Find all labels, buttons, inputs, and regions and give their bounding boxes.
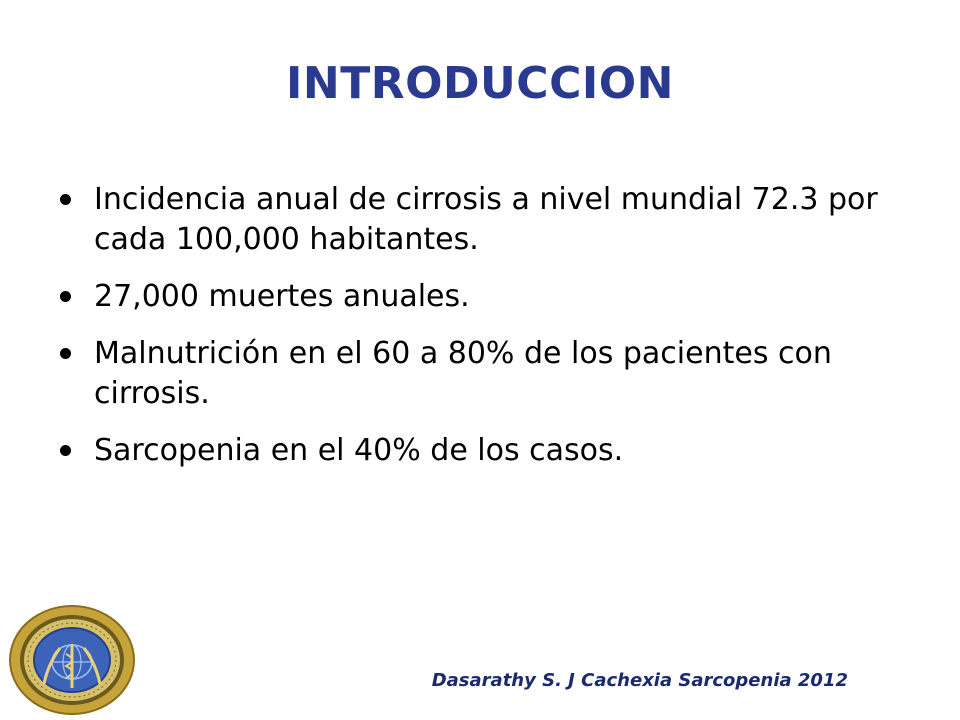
slide-title: INTRODUCCION	[286, 58, 674, 109]
bullet-dot-icon	[60, 291, 71, 302]
bullet-text: 27,000 muertes anuales.	[94, 279, 470, 314]
bullet-text: Malnutrición en el 60 a 80% de los pacientes con cirrosis.	[94, 336, 832, 411]
bullet-item	[56, 180, 916, 260]
bullet-item	[56, 431, 916, 471]
bullet-text: Sarcopenia en el 40% de los casos.	[94, 433, 624, 468]
citation: Dasarathy S. J Cachexia Sarcopenia 2012	[431, 670, 848, 691]
bullet-dot-icon	[60, 194, 71, 205]
institution-seal-icon	[8, 604, 136, 716]
bullet-dot-icon	[60, 445, 71, 456]
bullet-text: Incidencia anual de cirrosis a nivel mundial 72.3 por cada 100,000 habitantes.	[94, 182, 878, 257]
bullet-item	[56, 334, 916, 414]
bullet-dot-icon	[60, 348, 71, 359]
bullet-list	[56, 180, 916, 488]
bullet-item	[56, 277, 916, 317]
